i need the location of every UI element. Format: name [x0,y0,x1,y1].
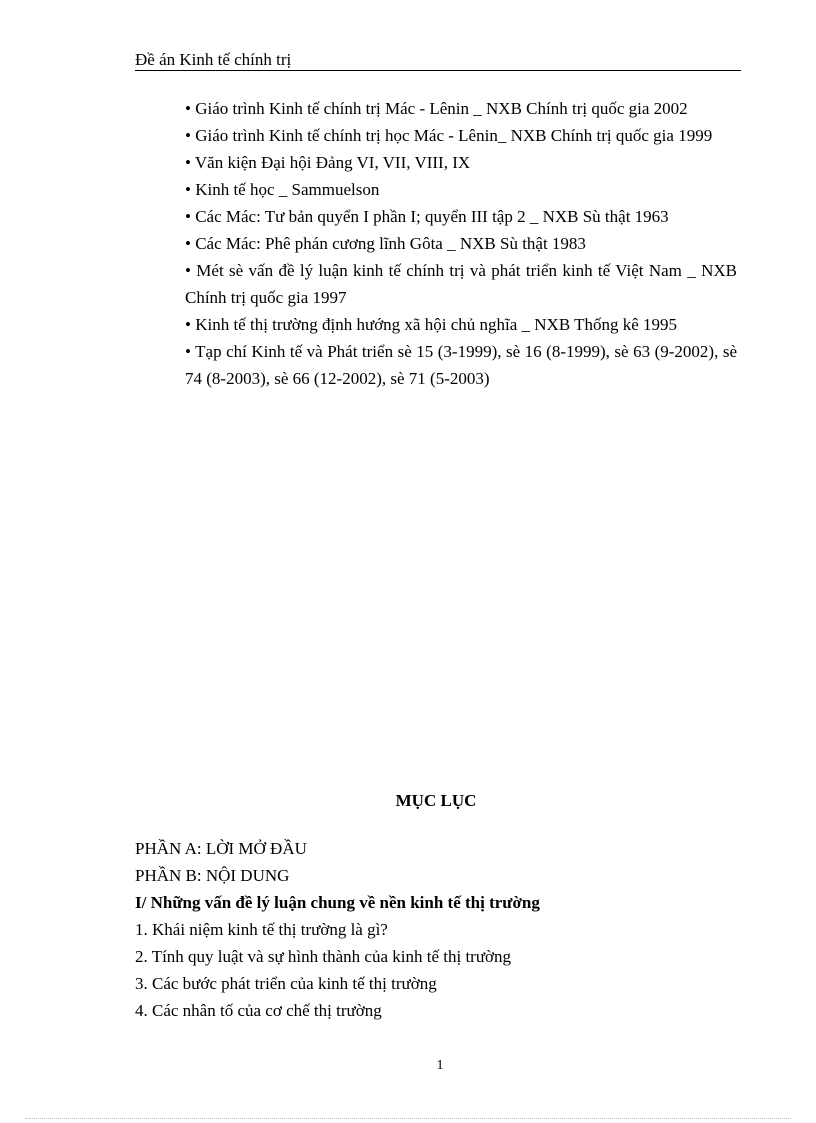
toc-item: 1. Khái niệm kinh tế thị trường là gì? [135,920,388,939]
reference-item: • Kinh tế học _ Sammuelson [185,180,380,199]
table-of-contents [135,835,737,1024]
toc-item: PHẦN A: LỜI MỞ ĐẦU [135,839,307,858]
toc-item: 3. Các bước phát triển của kinh tế thị trường [135,974,437,993]
reference-item: • Các Mác: Phê phán cương lĩnh Gôta _ NXB Sù thật 1983 [185,234,586,253]
page-number: 1 [436,1058,444,1073]
reference-item: • Giáo trình Kinh tế chính trị Mác - Lênin _ NXB Chính trị quốc gia 2002 [185,99,688,118]
toc-item: 2. Tính quy luật và sự hình thành của kinh tế thị trường [135,947,512,966]
reference-item: • Kinh tế thị trường định hướng xã hội chủ nghĩa _ NXB Thống kê 1995 [185,315,678,334]
reference-item: • Văn kiện Đại hội Đảng VI, VII, VIII, IX [185,153,471,172]
toc-title: MỤC LỤC [395,791,477,810]
reference-item: • Tạp chí Kinh tế và Phát triển sè 15 (3-1999), sè 16 (8-1999), sè 63 (9-2002), sè 74 (8-2003), sè 66 (12-2002), sè 71 (5-2003) [185,342,737,388]
reference-list [185,95,737,392]
toc-section-heading: I/ Những vấn đề lý luận chung về nền kinh tế thị trường [135,893,540,912]
reference-item: • Giáo trình Kinh tế chính trị học Mác - Lênin_ NXB Chính trị quốc gia 1999 [185,126,713,145]
toc-item: 4. Các nhân tố của cơ chế thị trường [135,1001,382,1020]
reference-item: • Mét sè vấn đề lý luận kinh tế chính trị và phát triển kinh tế Việt Nam _ NXB Chính trị quốc gia 1997 [185,261,737,307]
page-bottom-border [25,1118,791,1119]
running-header: Đề án Kinh tế chính trị [135,50,741,71]
reference-item: • Các Mác: Tư bản quyển I phần I; quyển III tập 2 _ NXB Sù thật 1963 [185,207,669,226]
toc-item: PHẦN B: NỘI DUNG [135,866,290,885]
